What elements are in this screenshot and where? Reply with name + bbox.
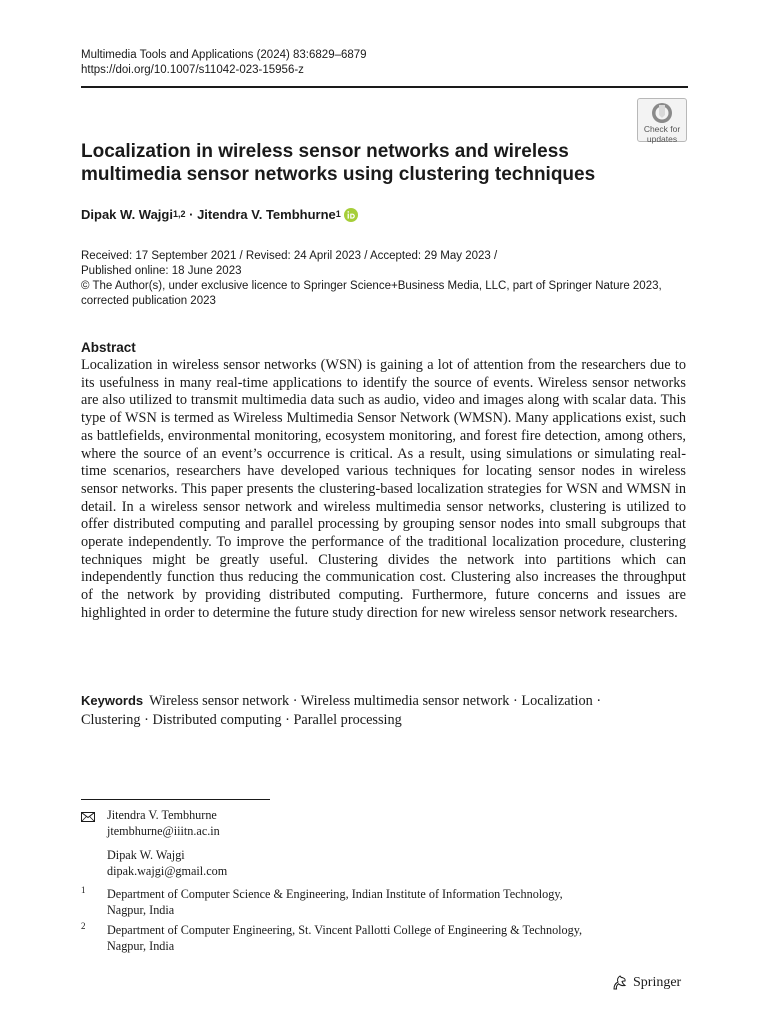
- crossmark-icon: [651, 102, 673, 124]
- contact-name: Jitendra V. Tembhurne: [107, 808, 217, 822]
- keywords-label: Keywords: [81, 693, 144, 708]
- crossmark-label-2: updates: [646, 134, 678, 144]
- affiliation-line-1: Department of Computer Engineering, St. Vincent Pallotti College of Engineering & Technology,: [107, 923, 583, 937]
- keywords-line-2: Clustering · Distributed computing · Parallel processing: [81, 711, 402, 728]
- contact-email[interactable]: dipak.wajgi@gmail.com: [107, 863, 228, 878]
- copyright-line-1: © The Author(s), under exclusive licence to Springer Science+Business Media, LLC, part of Springer Nature 2023,: [81, 280, 662, 292]
- publisher-name: Springer: [633, 974, 682, 990]
- journal-citation: Multimedia Tools and Applications (2024) 83:6829–6879: [81, 49, 367, 61]
- paper-title: [81, 140, 641, 186]
- crossmark-label-1: Check for: [643, 124, 681, 134]
- doi-link[interactable]: https://doi.org/10.1007/s11042-023-15956-z: [81, 64, 304, 76]
- affiliation-line-2: Nagpur, India: [107, 902, 175, 917]
- dates-line-1: Received: 17 September 2021 / Revised: 24 April 2023 / Accepted: 29 May 2023 /: [81, 250, 498, 262]
- affiliation-line-2: Nagpur, India: [107, 938, 175, 953]
- author-affiliation-mark: 1,2: [172, 208, 186, 219]
- author-list: [81, 207, 358, 222]
- dates-line-2: Published online: 18 June 2023: [81, 265, 242, 277]
- abstract-text: Localization in wireless sensor networks (WSN) is gaining a lot of attention from the researchers due to its usefulness in many real-time applications to identify the source of events. Wireless sensor networks are also utilized to transmit multimedia data such as audio, video and images along with scalar data. This type of WSN is termed as Wireless Multimedia Sensor Network (WMSN). Many applications exist, such as battlefields, environmental monitoring, ecosystem monitoring, and forest fire detection, among others, where the source of an event’s occurrence is critical. As a result, using simulations or simulating real-time scenarios, researchers have developed various techniques for locating sensor nodes in wireless sensor networks. This paper presents the clustering-based localization strategies for WSN and WMSN in detail. In a wireless sensor network and wireless multimedia sensor networks, clustering is utilized to offer distributed computing and parallel processing by grouping sensor nodes into small subgroups that operate independently. To improve the performance of the traditional localization procedure, clustering techniques might be greatly useful. Clustering divides the network into partitions which can independently function thus reducing the communication cost. Clustering also increases the throughput of the network by providing distributed computing. Furthermore, future concerns and issues are highlighted in order to determine the future study direction for new wireless sensor network researchers.: [81, 357, 686, 621]
- publication-dates: [81, 249, 691, 309]
- springer-horse-icon: [611, 974, 628, 991]
- title-line-1: Localization in wireless sensor networks and wireless: [81, 141, 569, 162]
- contact-list: [107, 808, 227, 879]
- author-name: Dipak W. Wajgi: [81, 207, 173, 222]
- keywords-line-1: Wireless sensor network · Wireless multimedia sensor network · Localization ·: [149, 693, 602, 709]
- abstract-heading: Abstract: [81, 340, 136, 355]
- affiliation-text: [107, 923, 677, 954]
- footnote-rule: [81, 799, 270, 800]
- contact-name: Dipak W. Wajgi: [107, 848, 185, 862]
- envelope-icon: [81, 812, 95, 822]
- affiliation-number: 1: [81, 885, 86, 895]
- author-affiliation-mark: 1: [335, 208, 341, 219]
- author-name: Jitendra V. Tembhurne: [197, 207, 336, 222]
- crossmark-badge[interactable]: [637, 98, 687, 142]
- orcid-icon[interactable]: [344, 208, 358, 222]
- copyright-line-2: corrected publication 2023: [81, 295, 216, 307]
- title-line-2: multimedia sensor networks using clustering techniques: [81, 164, 596, 185]
- publisher-logo: [611, 974, 681, 991]
- contact-email[interactable]: jtembhurne@iiitn.ac.in: [107, 823, 220, 838]
- journal-header: [81, 48, 691, 78]
- author-separator: ·: [185, 207, 198, 222]
- affiliation-text: [107, 887, 677, 918]
- affiliation-line-1: Department of Computer Science & Engineering, Indian Institute of Information Technology,: [107, 887, 563, 901]
- header-rule: [81, 86, 688, 88]
- keywords-section: [81, 692, 691, 729]
- affiliation-number: 2: [81, 921, 86, 931]
